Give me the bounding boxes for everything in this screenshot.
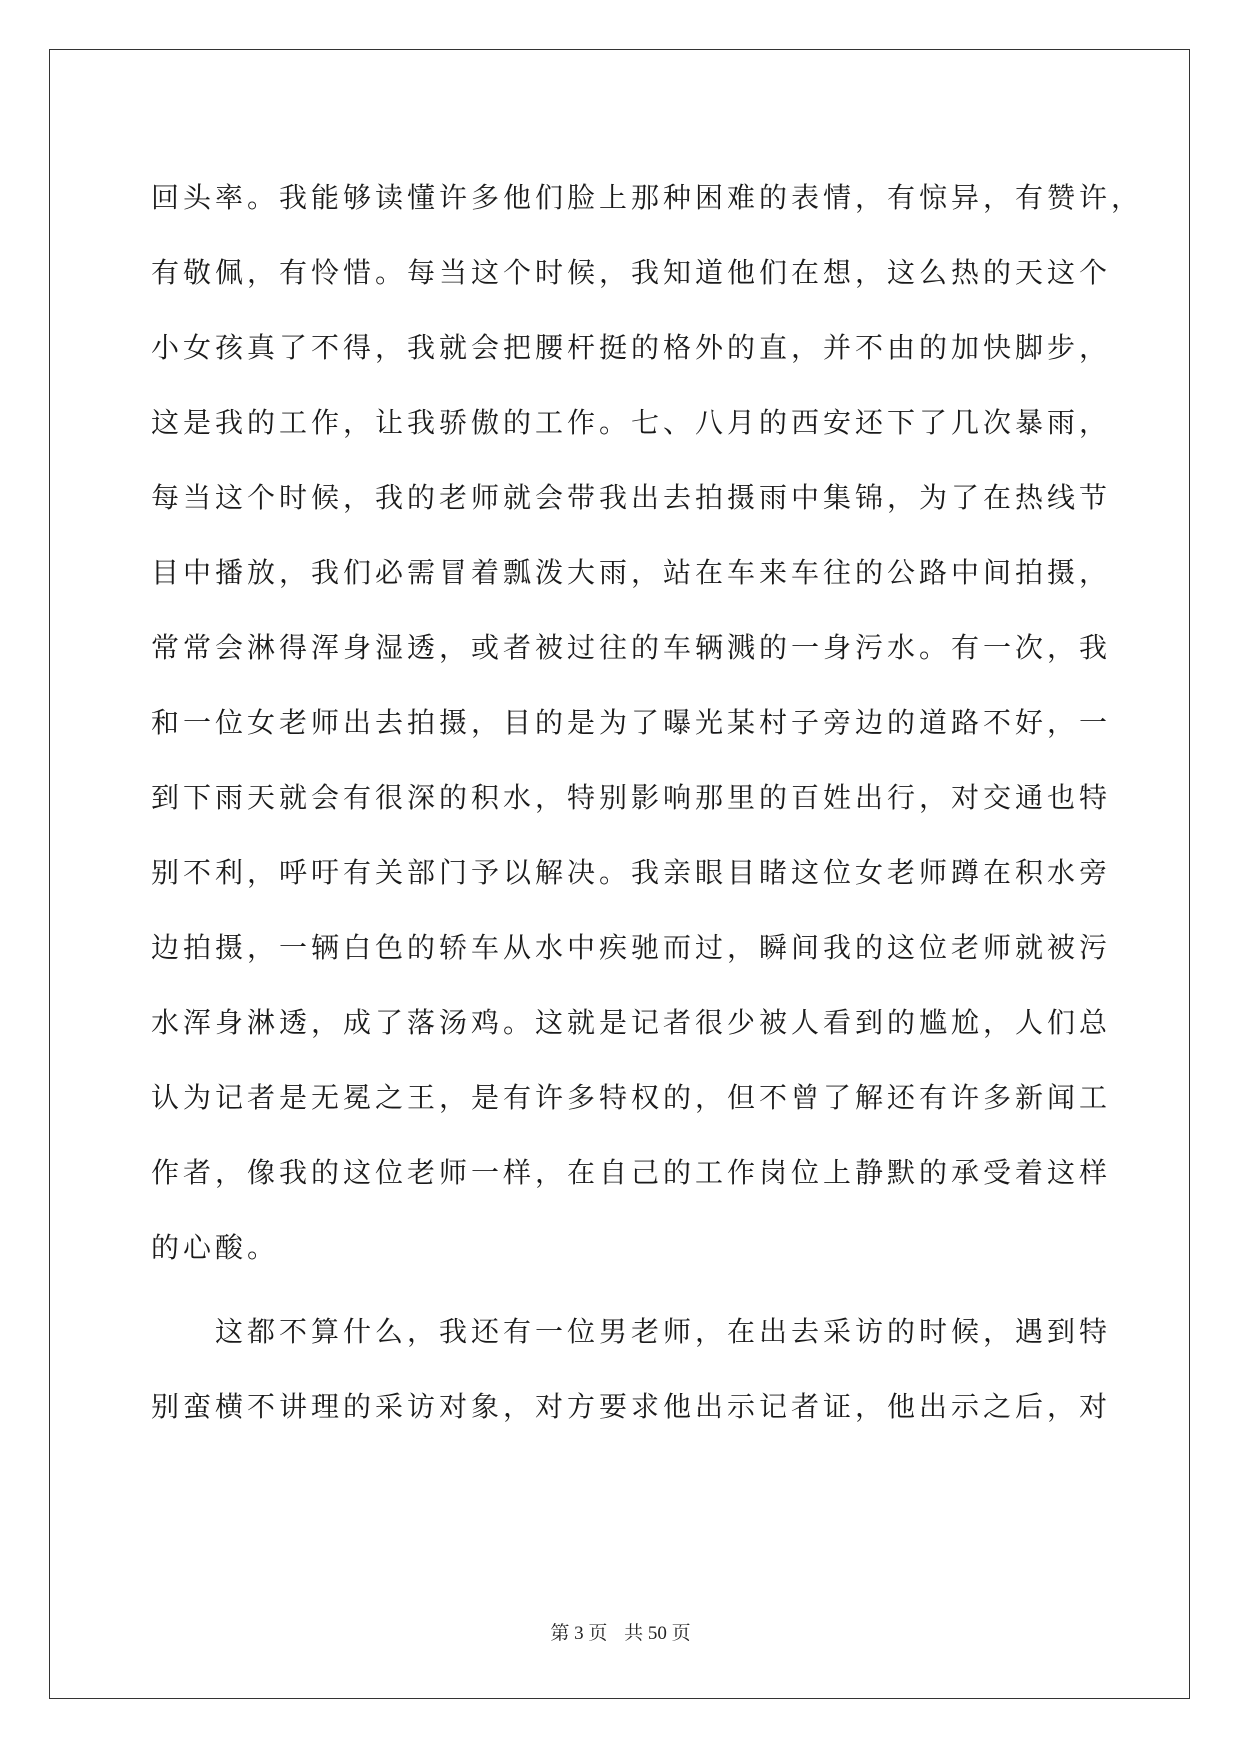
paragraph [151, 1294, 1112, 1444]
text-line: 和一位女老师出去拍摄，目的是为了曝光某村子旁边的道路不好，一 [151, 706, 1112, 739]
paragraph [151, 160, 1144, 1285]
text-line: 的心酸。 [151, 1231, 280, 1264]
text-line: 回头率。我能够读懂许多他们脸上那种困难的表情，有惊异，有赞许， [151, 181, 1144, 214]
text-line: 水浑身淋透，成了落汤鸡。这就是记者很少被人看到的尴尬，人们总 [151, 1006, 1112, 1039]
text-line: 边拍摄，一辆白色的轿车从水中疾驰而过，瞬间我的这位老师就被污 [151, 931, 1112, 964]
page-footer [0, 1618, 1241, 1645]
page-number: 第 3 页 [550, 1623, 608, 1644]
text-line: 这是我的工作，让我骄傲的工作。七、八月的西安还下了几次暴雨， [151, 406, 1112, 439]
text-line: 别蛮横不讲理的采访对象，对方要求他出示记者证，他出示之后，对 [151, 1390, 1112, 1423]
text-line: 目中播放，我们必需冒着瓢泼大雨，站在车来车往的公路中间拍摄， [151, 556, 1112, 589]
text-line: 作者，像我的这位老师一样，在自己的工作岗位上静默的承受着这样 [151, 1156, 1112, 1189]
text-line: 认为记者是无冕之王，是有许多特权的，但不曾了解还有许多新闻工 [151, 1081, 1112, 1114]
text-line: 每当这个时候，我的老师就会带我出去拍摄雨中集锦，为了在热线节 [151, 481, 1112, 514]
text-line: 到下雨天就会有很深的积水，特别影响那里的百姓出行，对交通也特 [151, 781, 1112, 814]
total-pages: 共 50 页 [624, 1623, 691, 1644]
document-body [151, 160, 1144, 1444]
text-line: 别不利，呼吁有关部门予以解决。我亲眼目睹这位女老师蹲在积水旁 [151, 856, 1112, 889]
text-line: 这都不算什么，我还有一位男老师，在出去采访的时候，遇到特 [215, 1315, 1112, 1348]
text-line: 有敬佩，有怜惜。每当这个时候，我知道他们在想，这么热的天这个 [151, 256, 1112, 289]
text-line: 常常会淋得浑身湿透，或者被过往的车辆溅的一身污水。有一次，我 [151, 631, 1112, 664]
text-line: 小女孩真了不得，我就会把腰杆挺的格外的直，并不由的加快脚步， [151, 331, 1112, 364]
